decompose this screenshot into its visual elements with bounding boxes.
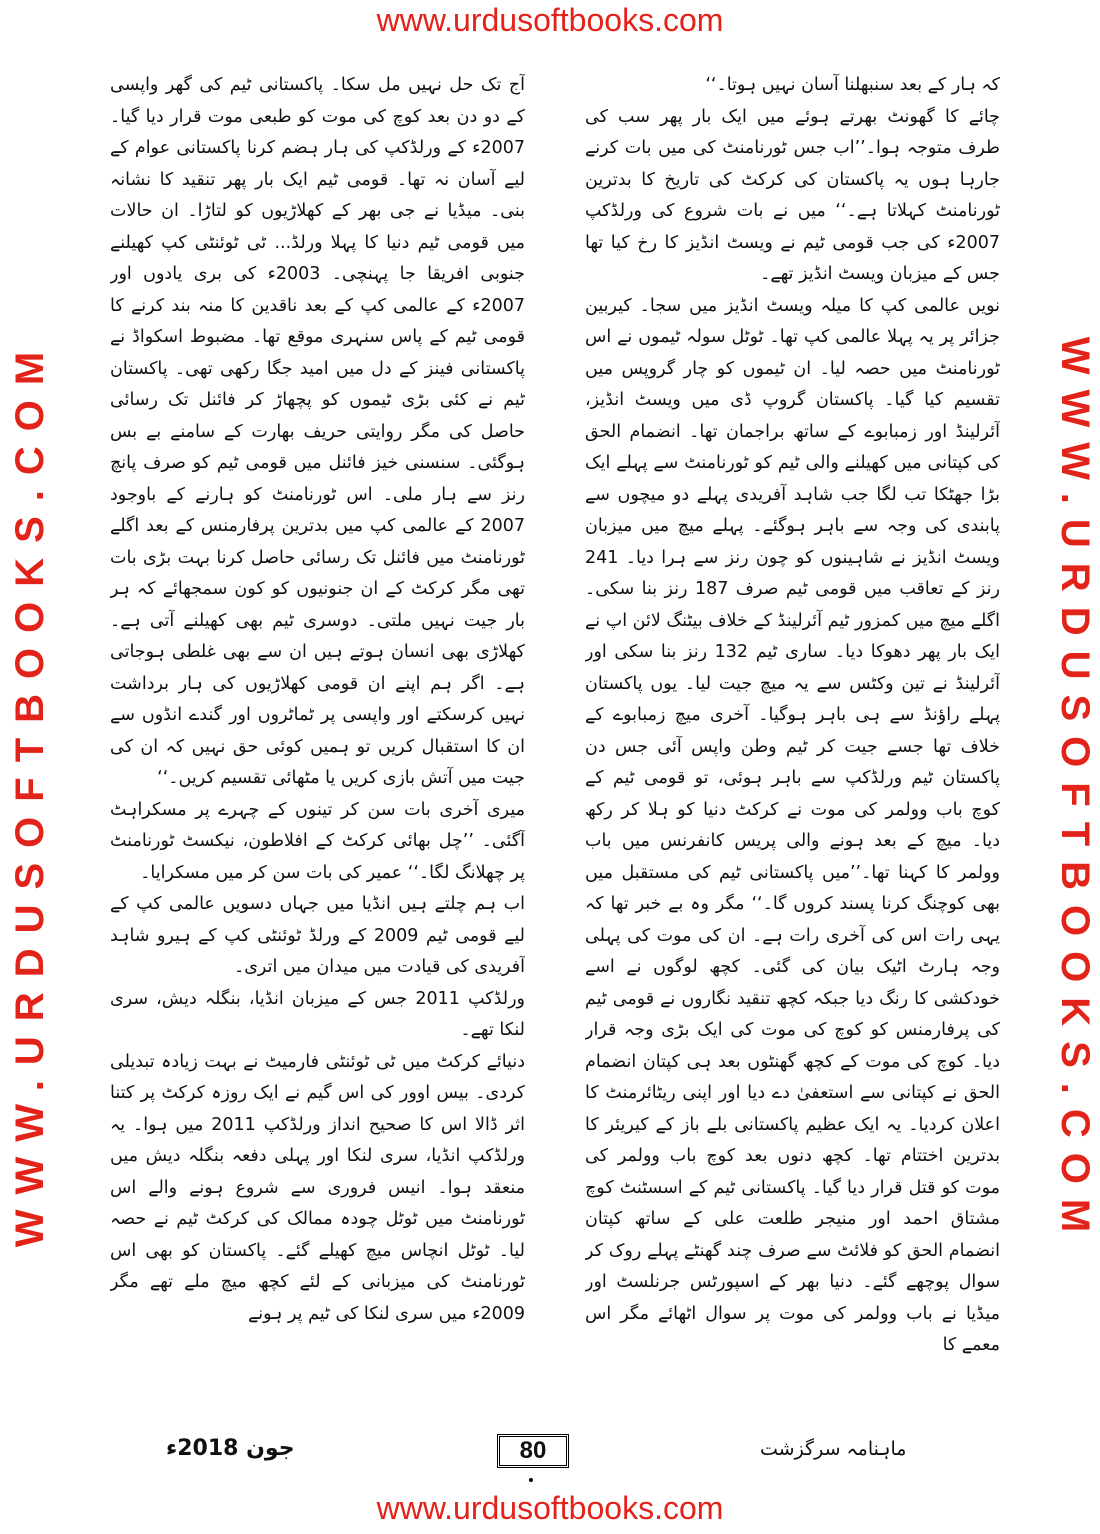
page-number: 80 [497,1434,569,1468]
magazine-name: ماہنامہ سرگزشت [760,1438,907,1460]
article-page [100,70,1000,1450]
watermark-left-vertical: WWW.URDUSOFTBOOKS.COM [8,336,52,1248]
issue-date: جون 2018ء [166,1436,295,1461]
paragraph: میری آخری بات سن کر تینوں کے چہرے پر مسکراہٹ آگئی۔ ’’چل بھائی کرکٹ کے افلاطون، نیکسٹ ٹورنامنٹ پر چھلانگ لگا۔‘‘ عمیر کی بات سن کر میں مسکرایا۔ [110,799,525,883]
paragraph: نویں عالمی کپ کا میلہ ویسٹ انڈیز میں سجا۔ کیربین جزائر پر یہ پہلا عالمی کپ تھا۔ ٹوٹل سولہ ٹیموں نے اس ٹورنامنٹ میں حصہ لیا۔ ان ٹیموں کو چار گروپس میں تقسیم کیا گیا۔ پاکستان گروپ ڈی میں ویسٹ انڈیز، آئرلینڈ اور زمبابوے کے ساتھ براجمان تھا۔ انضمام الحق کی کپتانی میں کھیلنے والی ٹیم کو ٹورنامنٹ سے پہلے ایک بڑا جھٹکا تب لگا جب شاہد آفریدی پہلے دو میچوں سے پابندی کی وجہ سے باہر ہوگئے۔ پہلے میچ میں میزبان ویسٹ انڈیز نے شاہینوں کو چون رنز سے ہرا دیا۔ 241 رنز کے تعاقب میں قومی ٹیم صرف 187 رنز بنا سکی۔ اگلے میچ میں کمزور ٹیم آئرلینڈ کے خلاف بیٹنگ لائن اپ نے ایک بار پھر دھوکا دیا۔ ساری ٹیم 132 رنز بنا سکی اور آئرلینڈ نے تین وکٹس سے یہ میچ جیت لیا۔ یوں پاکستان پہلے راؤنڈ سے ہی باہر ہوگیا۔ آخری میچ زمبابوے کے خلاف تھا جسے جیت کر ٹیم وطن واپس آئی جس دن پاکستان ٹیم ورلڈکپ سے باہر ہوئی، تو قومی ٹیم کے کوچ باب وولمر کی موت نے کرکٹ دنیا کو ہلا کر رکھ دیا۔ میچ کے بعد ہونے والی پریس کانفرنس میں باب وولمر کا کہنا تھا۔’’میں پاکستانی ٹیم کی مستقبل میں بھی کوچنگ کرنا پسند کروں گا۔‘‘ مگر وہ بے خبر تھا کہ یہی رات اس کی آخری رات ہے۔ ان کی موت کی پہلی وجہ ہارٹ اٹیک بیان کی گئی۔ کچھ لوگوں نے اسے خودکشی کا رنگ دیا جبکہ کچھ تنقید نگاروں نے قومی ٹیم کی پرفارمنس کو کوچ کی موت کی ایک بڑی وجہ قرار دیا۔ کوچ کی موت کے کچھ گھنٹوں بعد ہی کپتان انضمام الحق نے کپتانی سے استعفیٰ دے دیا اور اپنی ریٹائرمنٹ کا اعلان کردیا۔ یہ ایک عظیم پاکستانی بلے باز کے کیریئر کا بدترین اختتام تھا۔ کچھ دنوں بعد کوچ باب وولمر کی موت کو قتل قرار دیا گیا۔ پاکستانی ٹیم کے اسسٹنٹ کوچ مشتاق احمد اور منیجر طلعت علی کے ساتھ کپتان انضمام الحق کو فلائٹ سے صرف چند گھنٹے پہلے روک کر سوال پوچھے گئے۔ دنیا بھر کے اسپورٹس جرنلسٹ اور میڈیا نے باب وولمر کی موت پر سوال اٹھائے مگر اس معمے کا [585,295,1000,1355]
text-column-left [110,70,525,1448]
watermark-bottom: www.urdusoftbooks.com [376,1490,724,1526]
paragraph: اب ہم چلتے ہیں انڈیا میں جہاں دسویں عالمی کپ کے لیے قومی ٹیم 2009 کے ورلڈ ٹوئنٹی کپ کے ہیرو شاہد آفریدی کی قیادت میں میدان میں اتری۔ [110,894,525,977]
watermark-right-vertical: WWW.URDUSOFTBOOKS.COM [1053,336,1097,1248]
paragraph: چائے کا گھونٹ بھرتے ہوئے میں ایک بار پھر سب کی طرف متوجہ ہوا۔’’اب جس ٹورنامنٹ کی میں بات کرنے جارہا ہوں یہ پاکستان کی کرکٹ کی تاریخ کا بدترین ٹورنامنٹ کہلاتا ہے۔‘‘ میں نے بات شروع کی ورلڈکپ 2007ء کی جب قومی ٹیم نے ویسٹ انڈیز کا رخ کیا تھا جس کے میزبان ویسٹ انڈیز تھے۔ [585,106,1000,284]
page-dot [529,1478,533,1482]
text-column-right [585,70,1000,1448]
paragraph: ورلڈکپ 2011 جس کے میزبان انڈیا، بنگلہ دیش، سری لنکا تھے۔ [110,988,525,1040]
paragraph: کہ ہار کے بعد سنبھلنا آسان نہیں ہوتا۔‘‘ [705,75,1000,95]
page-footer [0,1434,1100,1474]
watermark-top: www.urdusoftbooks.com [376,2,724,38]
paragraph: دنیائے کرکٹ میں ٹی ٹوئنٹی فارمیٹ نے بہت زیادہ تبدیلی کردی۔ بیس اوور کی اس گیم نے ایک روزہ کرکٹ پر کتنا اثر ڈالا اس کا صحیح انداز ورلڈکپ 2011 میں ہوا۔ یہ ورلڈکپ انڈیا، سری لنکا اور پہلی دفعہ بنگلہ دیش میں منعقد ہوا۔ انیس فروری سے شروع ہونے والے اس ٹورنامنٹ میں ٹوٹل چودہ ممالک کی کرکٹ ٹیم نے حصہ لیا۔ ٹوٹل انچاس میچ کھیلے گئے۔ پاکستان کو بھی اس ٹورنامنٹ کی میزبانی کے لئے کچھ میچ ملے تھے مگر 2009ء میں سری لنکا کی ٹیم پر ہونے [110,1051,525,1324]
paragraph: آج تک حل نہیں مل سکا۔ پاکستانی ٹیم کی گھر واپسی کے دو دن بعد کوچ کی موت کو طبعی موت قرار دیا گیا۔ 2007ء کے ورلڈکپ کی ہار ہضم کرنا پاکستانی عوام کے لیے آسان نہ تھا۔ قومی ٹیم ایک بار پھر تنقید کا نشانہ بنی۔ میڈیا نے جی بھر کے کھلاڑیوں کو لتاڑا۔ ان حالات میں قومی ٹیم دنیا کا پہلا ورلڈ... ٹی ٹوئنٹی کپ کھیلنے جنوبی افریقا جا پہنچی۔ 2003ء کی بری یادوں اور 2007ء کے عالمی کپ کے بعد ناقدین کا منہ بند کرنے کا قومی ٹیم کے پاس سنہری موقع تھا۔ مضبوط اسکواڈ نے پاکستانی فینز کے دل میں امید جگا رکھی تھی۔ پاکستان ٹیم نے کئی بڑی ٹیموں کو پچھاڑ کر فائنل تک رسائی حاصل کی مگر روایتی حریف بھارت کے سامنے بے بس ہوگئی۔ سنسنی خیز فائنل میں قومی ٹیم کو صرف پانچ رنز سے ہار ملی۔ اس ٹورنامنٹ کو ہارنے کے باوجود 2007 کے عالمی کپ میں بدترین پرفارمنس کے بعد اگلے ٹورنامنٹ میں فائنل تک رسائی حاصل کرنا بہت بڑی بات تھی مگر کرکٹ کے ان جنونیوں کو کون سمجھائے کہ ہر بار جیت نہیں ملتی۔ دوسری ٹیم بھی کھیلنے آتی ہے۔ کھلاڑی بھی انسان ہوتے ہیں ان سے بھی غلطی ہوجاتی ہے۔ اگر ہم اپنے ان قومی کھلاڑیوں کی ہار برداشت نہیں کرسکتے اور واپسی پر ٹماٹروں اور گندے انڈوں سے ان کا استقبال کریں تو ہمیں کوئی حق نہیں کہ ان کی جیت میں آتش بازی کریں یا مٹھائی تقسیم کریں۔‘‘ [110,75,525,788]
